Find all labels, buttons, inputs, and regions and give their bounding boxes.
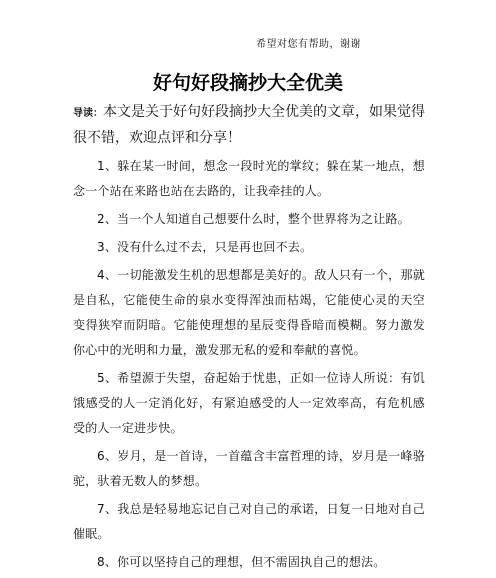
document-title: 好句好段摘抄大全优美 (152, 72, 343, 94)
header-note: 希望对您有帮助，谢谢 (256, 39, 361, 50)
quote-paragraph-7: 7、我总是轻易地忘记自己对自己的承诺，日复一日地对自己催眠。 (73, 502, 425, 541)
document-body (73, 100, 425, 578)
quote-paragraph-1: 1、躲在某一时间，想念一段时光的掌纹；躲在某一地点，想念一个站在来路也站在去路的，让我牵挂的人。 (73, 159, 425, 198)
quote-paragraph-2: 2、当一个人知道自己想要什么时，整个世界将为之让路。 (97, 212, 410, 226)
intro-label: 导读： (73, 108, 103, 119)
intro-text: 本文是关于好句好段摘抄大全优美的文章，如果觉得很不错，欢迎点评和分享！ (73, 104, 425, 146)
quote-paragraph-3: 3、没有什么过不去，只是再也回不去。 (97, 240, 313, 254)
quote-paragraph-6: 6、岁月，是一首诗，一首蕴含丰富哲理的诗，岁月是一峰骆驼，驮着无数人的梦想。 (73, 449, 425, 488)
quote-paragraph-4: 4、一切能激发生机的思想都是美好的。敌人只有一个，那就是自私，它能使生命的泉水变得浑浊而枯竭，它能使心灵的天空变得狭窄而阴暗。它能使理想的星辰变得昏暗而模糊。努力激发你心中的光明和力量，激发那无私的爱和奉献的喜悦。 (73, 268, 425, 357)
quote-paragraph-5: 5、希望源于失望，奋起始于忧患，正如一位诗人所说：有饥饿感受的人一定消化好，有紧迫感受的人一定效率高，有危机感受的人一定进步快。 (73, 371, 425, 435)
quote-paragraph-8: 8、你可以坚持自己的理想，但不需固执自己的想法。 (97, 555, 386, 569)
intro-paragraph (73, 100, 425, 151)
